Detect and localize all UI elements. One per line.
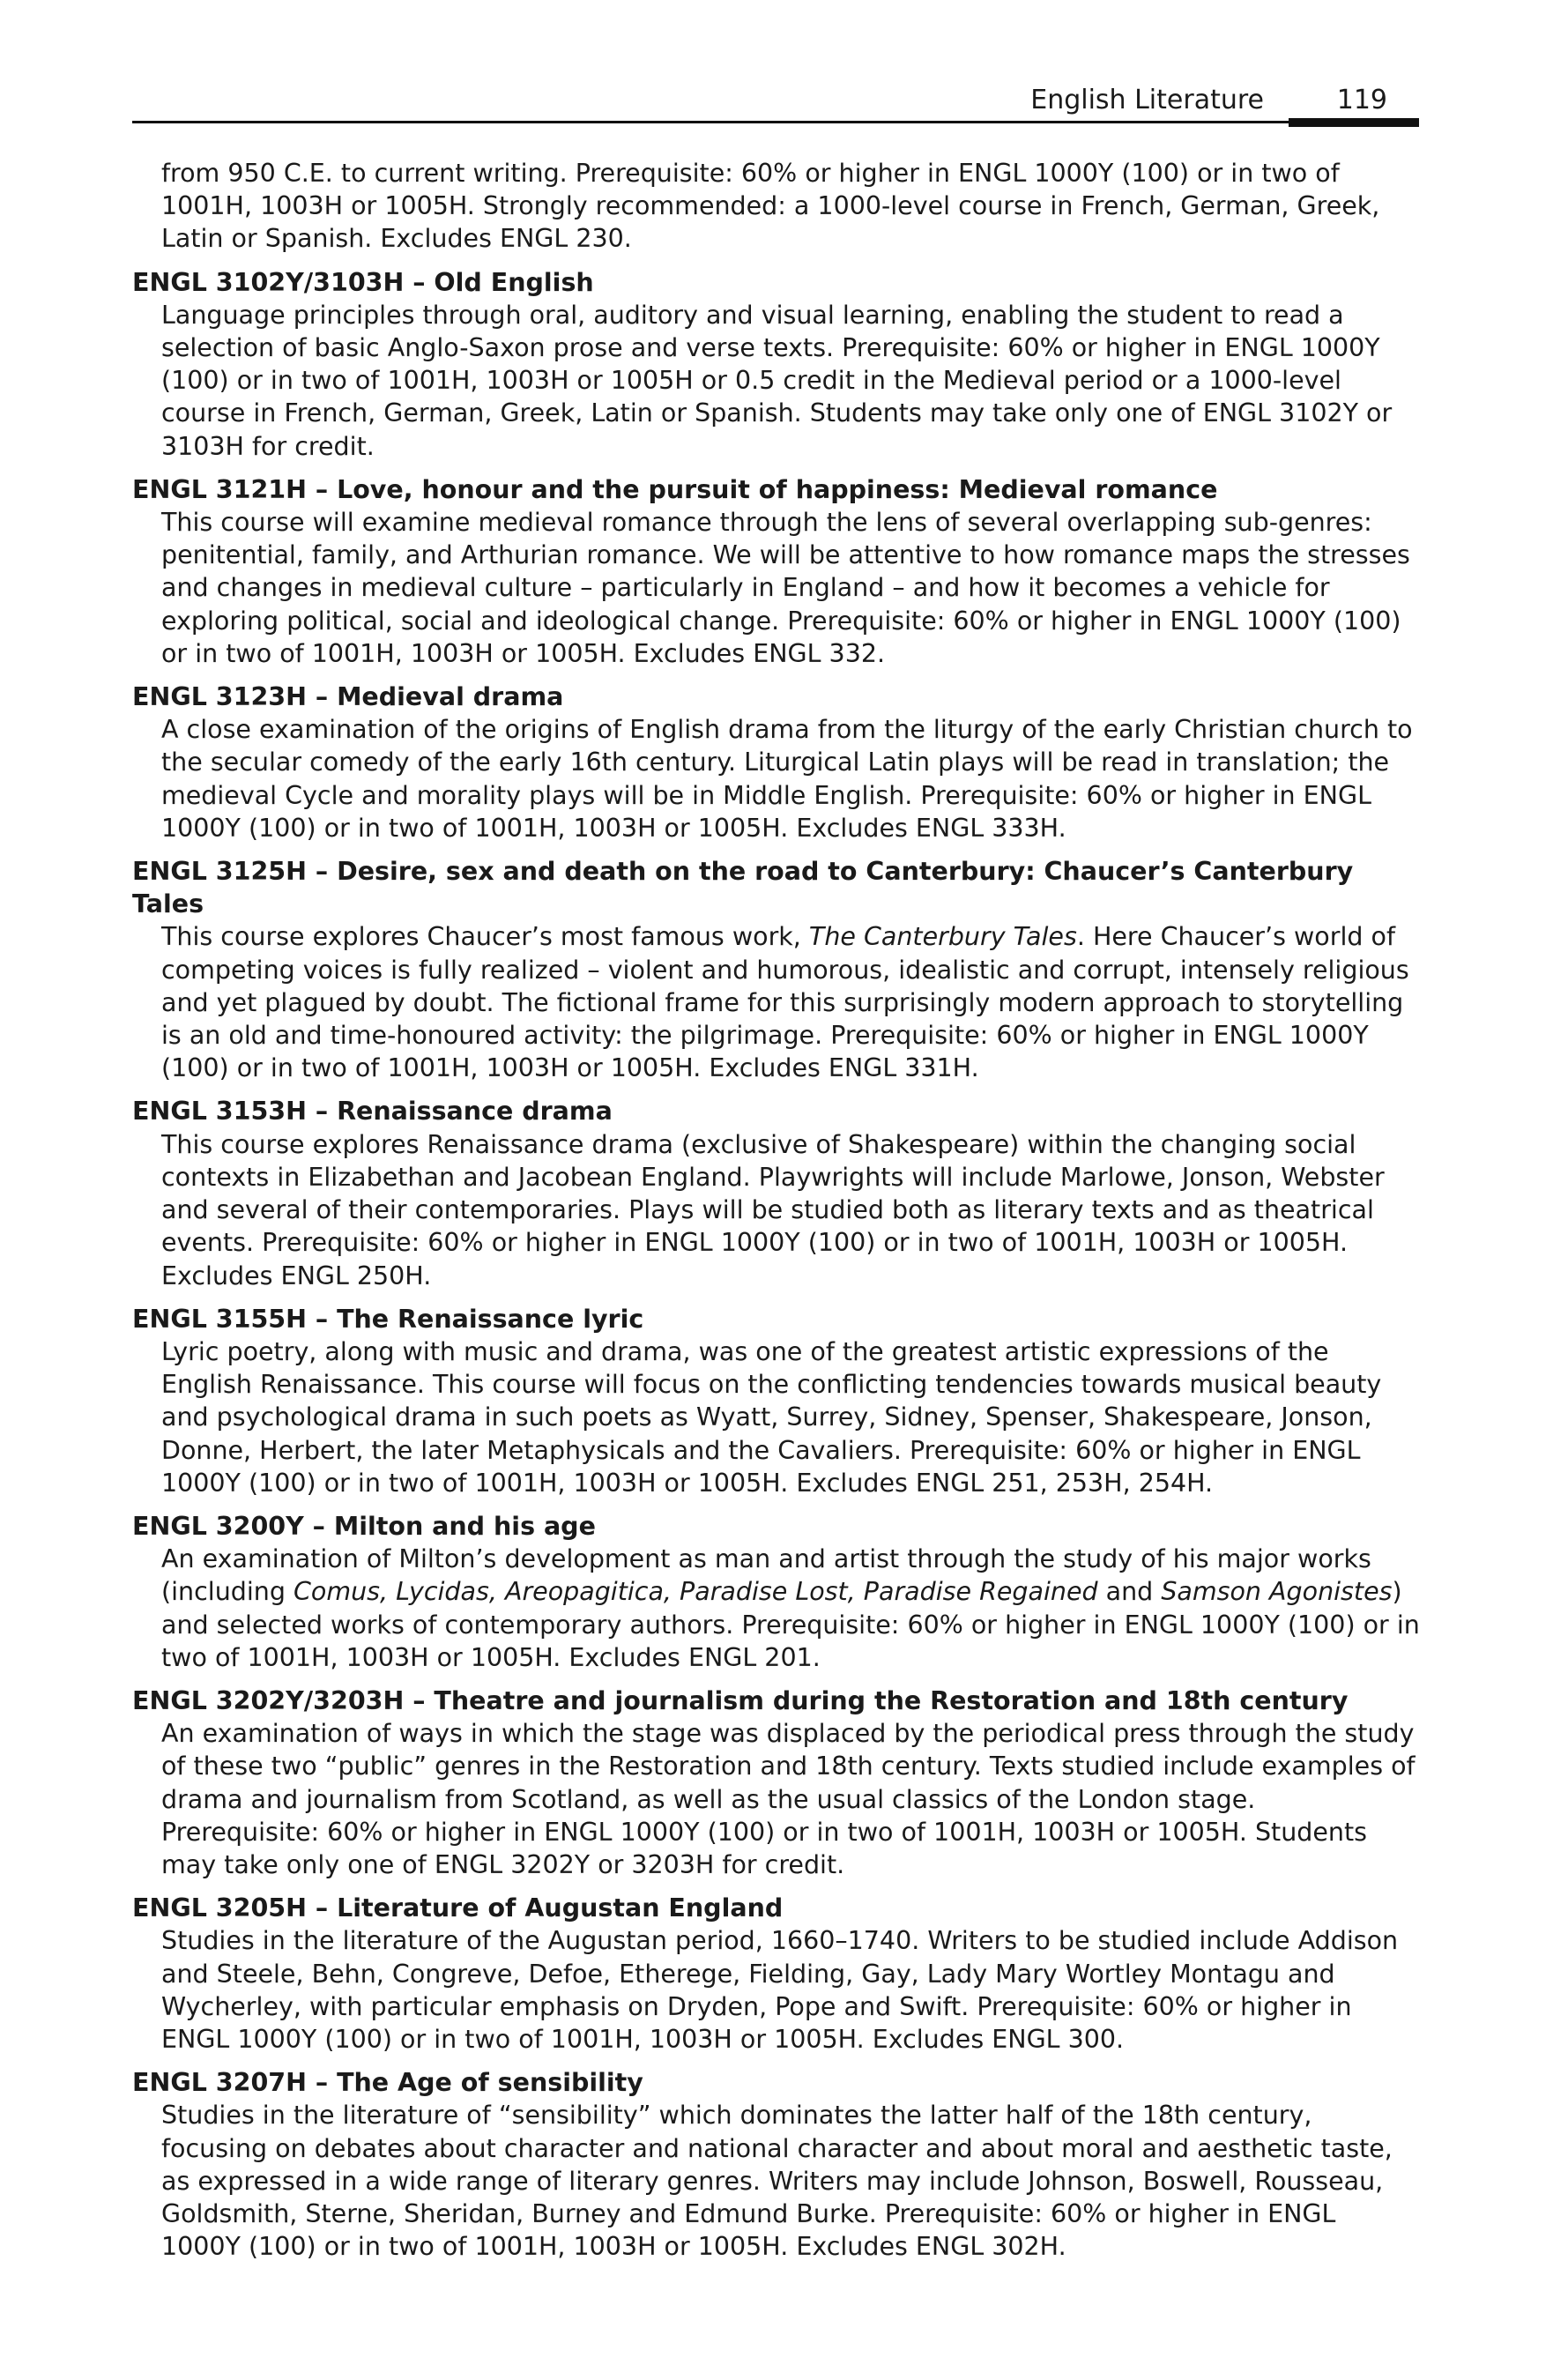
- course-title: ENGL 3202Y/3203H – Theatre and journalism during the Restoration and 18th century: [132, 1685, 1349, 1715]
- course-description: Studies in the literature of the Augustan period, 1660–1740. Writers to be studied include Addison and Steele, Behn, Congreve, Defoe, Etherege, Fielding, Gay, Lady Mary Wortley Montagu and Wycherley, with particular emphasis on Dryden, Pope and Swift. Prerequisite: 60% or higher in ENGL 1000Y (100) or in two of 1001H, 1003H or 1005H. Excludes ENGL 300.: [161, 1926, 1399, 2054]
- header-rule: [132, 121, 1419, 123]
- course-description: This course will examine medieval romance through the lens of several overlapping sub-genres: penitential, family, and Arthurian romance. We will be attentive to how romance maps the stresses and changes in medieval culture – particularly in England – and how it becomes a vehicle for exploring political, social and ideological change. Prerequisite: 60% or higher in ENGL 1000Y (100) or in two of 1001H, 1003H or 1005H. Excludes ENGL 332.: [161, 508, 1410, 668]
- course-title: ENGL 3121H – Love, honour and the pursuit of happiness: Medieval romance: [132, 474, 1218, 504]
- course-description: Lyric poetry, along with music and drama, was one of the greatest artistic expressions of the English Renaissance. This course will focus on the conflicting tendencies towards musical beauty and psychological drama in such poets as Wyatt, Surrey, Sidney, Spenser, Shakespeare, Jonson, Donne, Herbert, the later Metaphysicals and the Cavaliers. Prerequisite: 60% or higher in ENGL 1000Y (100) or in two of 1001H, 1003H or 1005H. Excludes ENGL 251, 253H, 254H.: [161, 1336, 1382, 1498]
- course-title: ENGL 3205H – Literature of Augustan England: [132, 1893, 784, 1923]
- course-description: A close examination of the origins of English drama from the liturgy of the early Christian church to the secular comedy of the early 16th century. Liturgical Latin plays will be read in translation; the medieval Cycle and morality plays will be in Middle English. Prerequisite: 60% or higher in ENGL 1000Y (100) or in two of 1001H, 1003H or 1005H. Excludes ENGL 333H.: [161, 715, 1413, 843]
- description-text: and: [1097, 1577, 1162, 1607]
- description-text: . Here Chaucer’s world of competing voices is fully realized – violent and humorous, idealistic and corrupt, intensely religious and yet plagued by doubt. The fictional frame for this surprisingly modern approach to storytelling is an old and time-honoured activity: the pilgrimage. Prerequisite: 60% or higher in ENGL 1000Y (100) or in two of 1001H, 1003H or 1005H. Excludes ENGL 331H.: [161, 922, 1409, 1083]
- course-entry: [132, 855, 1421, 1084]
- course-entry: [132, 681, 1421, 844]
- course-title: ENGL 3123H – Medieval drama: [132, 682, 564, 712]
- course-description: Studies in the literature of “sensibility” which dominates the latter half of the 18th century, focusing on debates about character and national character and about moral and aesthetic taste, as expressed in a wide range of literary genres. Writers may include Johnson, Boswell, Rousseau, Goldsmith, Sterne, Sheridan, Burney and Edmund Burke. Prerequisite: 60% or higher in ENGL 1000Y (100) or in two of 1001H, 1003H or 1005H. Excludes ENGL 302H.: [161, 2101, 1393, 2262]
- course-description: [161, 1543, 1421, 1674]
- course-description: An examination of ways in which the stage was displaced by the periodical press through the study of these two “public” genres in the Restoration and 18th century. Texts studied include examples of drama and journalism from Scotland, as well as the usual classics of the London stage. Prerequisite: 60% or higher in ENGL 1000Y (100) or in two of 1001H, 1003H or 1005H. Students may take only one of ENGL 3202Y or 3203H for credit.: [161, 1719, 1416, 1879]
- course-entry: [132, 1510, 1421, 1674]
- course-entry: [132, 2066, 1421, 2263]
- continued-description: from 950 C.E. to current writing. Prerequisite: 60% or higher in ENGL 1000Y (100) or in two of 1001H, 1003H or 1005H. Strongly recommended: a 1000-level course in French, German, Greek, Latin or Spanish. Excludes ENGL 230.: [161, 159, 1380, 254]
- work-title: Samson Agonistes: [1161, 1577, 1393, 1607]
- work-titles: Comus, Lycidas, Areopagitica, Paradise Lost, Paradise Regained: [293, 1577, 1098, 1607]
- course-entry: [132, 1685, 1421, 1881]
- description-text: This course explores Chaucer’s most famous work,: [161, 922, 809, 952]
- course-title: ENGL 3155H – The Renaissance lyric: [132, 1304, 644, 1334]
- course-title: ENGL 3200Y – Milton and his age: [132, 1511, 596, 1541]
- page-number: 119: [1336, 85, 1387, 115]
- course-listing: [132, 157, 1421, 2273]
- course-title: ENGL 3153H – Renaissance drama: [132, 1097, 613, 1127]
- header-thumb-tab: [1289, 118, 1419, 127]
- course-entry: [132, 473, 1421, 670]
- course-description: This course explores Renaissance drama (exclusive of Shakespeare) within the changing social contexts in Elizabethan and Jacobean England. Playwrights will include Marlowe, Jonson, Webster and several of their contemporaries. Plays will be studied both as literary texts and as theatrical events. Prerequisite: 60% or higher in ENGL 1000Y (100) or in two of 1001H, 1003H or 1005H. Excludes ENGL 250H.: [161, 1129, 1385, 1290]
- course-title: ENGL 3125H – Desire, sex and death on the road to Canterbury: Chaucer’s Canterbury Tales: [132, 857, 1354, 919]
- running-header: [132, 83, 1419, 123]
- course-title: ENGL 3102Y/3103H – Old English: [132, 267, 594, 297]
- section-title: English Literature: [1030, 85, 1264, 115]
- course-entry: [132, 1095, 1421, 1291]
- course-description: Language principles through oral, auditory and visual learning, enabling the student to read a selection of basic Anglo-Saxon prose and verse texts. Prerequisite: 60% or higher in ENGL 1000Y (100) or in two of 1001H, 1003H or 1005H or 0.5 credit in the Medieval period or a 1000-level course in French, German, Greek, Latin or Spanish. Students may take only one of ENGL 3102Y or 3103H for credit.: [161, 300, 1393, 461]
- description-text: An examination of Milton’s development as man and artist through the study of his major works (including: [161, 1544, 1371, 1607]
- course-description: [161, 920, 1421, 1084]
- course-entry: [132, 1303, 1421, 1499]
- work-title: The Canterbury Tales: [808, 922, 1077, 952]
- course-entry: [132, 1892, 1421, 2056]
- description-text: ) and selected works of contemporary authors. Prerequisite: 60% or higher in ENGL 1000Y (100) or in two of 1001H, 1003H or 1005H. Excludes ENGL 201.: [161, 1577, 1420, 1672]
- course-title: ENGL 3207H – The Age of sensibility: [132, 2068, 643, 2098]
- course-entry: [132, 266, 1421, 463]
